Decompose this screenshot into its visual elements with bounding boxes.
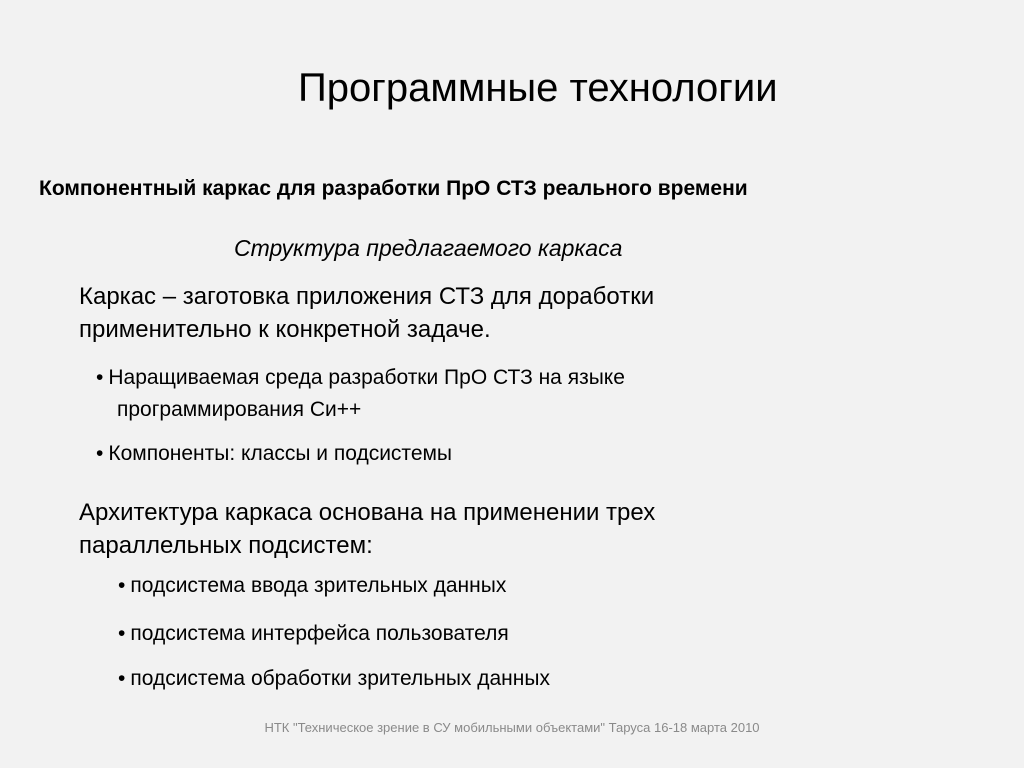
paragraph-line: Архитектура каркаса основана на применении трех bbox=[79, 499, 656, 526]
bullet-item bbox=[96, 362, 625, 426]
slide-subtitle: Компонентный каркас для разработки ПрО СТЗ реального времени bbox=[39, 177, 748, 200]
paragraph-line: параллельных подсистем: bbox=[79, 532, 373, 559]
bullet-glyph: • bbox=[118, 574, 126, 597]
bullet-glyph: • bbox=[96, 366, 104, 389]
section-heading: Структура предлагаемого каркаса bbox=[234, 235, 623, 261]
bullet-glyph: • bbox=[118, 667, 126, 690]
bullet-text: подсистема интерфейса пользователя bbox=[130, 622, 509, 645]
paragraph-line: применительно к конкретной задаче. bbox=[79, 316, 491, 343]
bullet-text: подсистема ввода зрительных данных bbox=[130, 574, 507, 597]
paragraph-line: Каркас – заготовка приложения СТЗ для доработки bbox=[79, 283, 655, 310]
bullet-item bbox=[118, 618, 509, 650]
bullet-item bbox=[96, 438, 452, 470]
paragraph-architecture bbox=[79, 496, 655, 562]
slide-title: Программные технологии bbox=[298, 66, 778, 110]
bullet-text: Наращиваемая среда разработки ПрО СТЗ на языке bbox=[108, 366, 625, 389]
bullet-text: подсистема обработки зрительных данных bbox=[130, 667, 550, 690]
bullet-item bbox=[118, 570, 506, 602]
bullet-text-continuation: программирования Си++ bbox=[117, 398, 362, 421]
bullet-text: Компоненты: классы и подсистемы bbox=[108, 442, 453, 465]
bullet-glyph: • bbox=[96, 442, 104, 465]
slide-footer: НТК "Техническое зрение в СУ мобильными объектами" Таруса 16-18 марта 2010 bbox=[264, 720, 760, 735]
bullet-item bbox=[118, 663, 550, 695]
paragraph-framework-definition bbox=[79, 280, 654, 346]
bullet-glyph: • bbox=[118, 622, 126, 645]
